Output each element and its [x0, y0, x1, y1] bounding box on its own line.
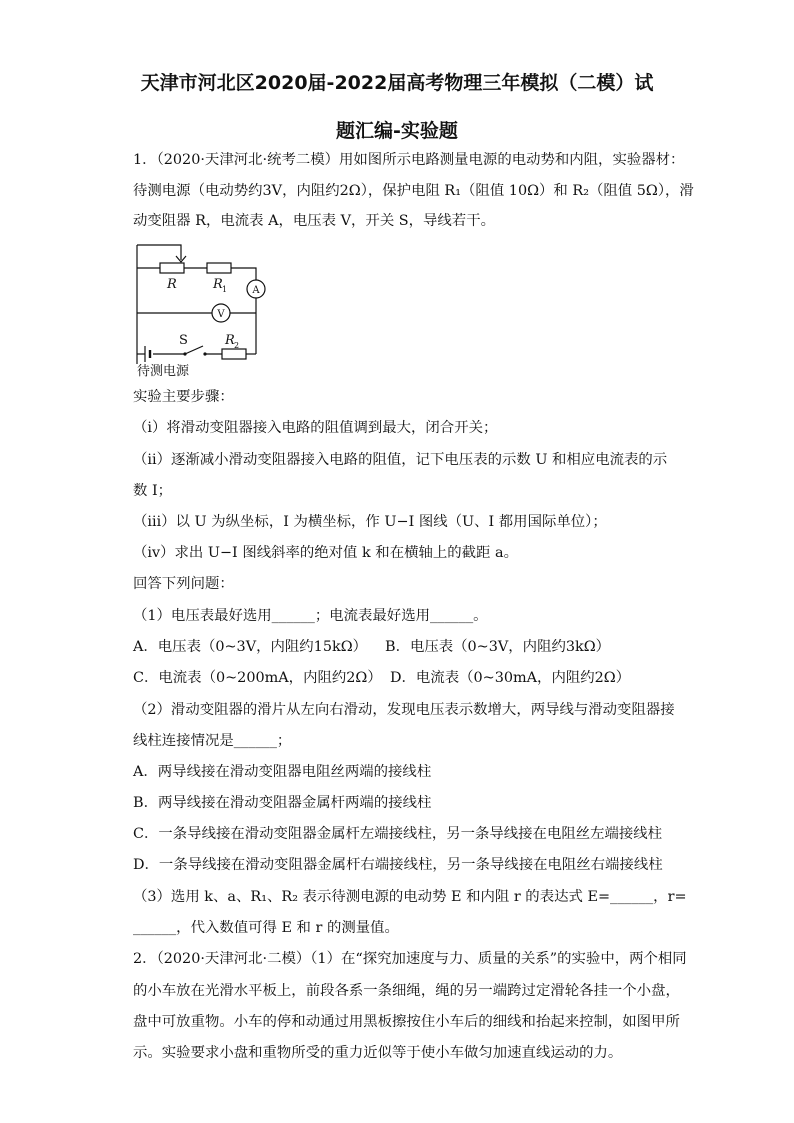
sub-question-2-line-1: （2）滑动变阻器的滑片从左向右滑动，发现电压表示数增大，两导线与滑动变阻器接: [133, 702, 675, 718]
sub-question-3-line-1: （3）选用 k、a、R₁、R₂ 表示待测电源的电动势 E 和内阻 r 的表达式 E=______，r=: [133, 889, 687, 905]
option-C: C．电流表（0~200mA，内阻约2Ω）: [133, 670, 382, 686]
step-i: （ⅰ）将滑动变阻器接入电路的阻值调到最大，闭合开关；: [133, 420, 498, 436]
label-R1: R: [213, 277, 223, 292]
step-ii-line-1: （ⅱ）逐渐减小滑动变阻器接入电路的阻值，记下电压表的示数 U 和相应电流表的示: [133, 452, 668, 468]
answer-heading: 回答下列问题：: [133, 576, 234, 592]
sub2-option-B: B．两导线接在滑动变阻器金属杆两端的接线柱: [133, 795, 432, 811]
option-D: D．电流表（0~30mA，内阻约2Ω）: [390, 670, 631, 686]
label-source: 待测电源: [137, 364, 190, 378]
label-A: A: [252, 285, 260, 296]
label-S: S: [179, 333, 188, 348]
label-R2: R: [225, 333, 235, 348]
slider-wire: [137, 245, 181, 260]
step-iv: （ⅳ）求出 U−I 图线斜率的绝对值 k 和在横轴上的截距 a。: [133, 545, 518, 561]
step-ii-line-2: 数 I；: [133, 483, 173, 499]
option-B: B．电压表（0~3V，内阻约3kΩ）: [385, 639, 611, 655]
label-V: V: [217, 309, 225, 320]
q2-line-2: 的小车放在光滑水平板上，前段各系一条细绳，绳的另一端跨过定滑轮各挂一个小盘，: [133, 983, 680, 999]
sub2-option-A: A．两导线接在滑动变阻器电阻丝两端的接线柱: [133, 764, 432, 780]
sub-question-1: （1）电压表最好选用______；电流表最好选用______。: [133, 608, 488, 624]
option-A: A．电压表（0~3V，内阻约15kΩ）: [133, 639, 368, 655]
q1-intro-line-3: 动变阻器 R，电流表 A，电压表 V，开关 S，导线若干。: [133, 213, 495, 229]
sub2-option-D: D．一条导线接在滑动变阻器金属杆右端接线柱，另一条导线接在电阻丝右端接线柱: [133, 857, 663, 873]
sub-question-3-line-2: ______，代入数值可得 E 和 r 的测量值。: [133, 920, 399, 936]
resistor-R2: [222, 349, 246, 359]
document-title-line-1: 天津市河北区2020届-2022届高考物理三年模拟（二模）试: [140, 72, 654, 94]
q2-line-1: 2．（2020·天津河北·二模）（1）在“探究加速度与力、质量的关系”的实验中，两个相同: [133, 951, 687, 967]
rheostat-R: [160, 263, 184, 273]
sub-question-2-line-2: 线柱连接情况是______；: [133, 733, 292, 749]
label-R: R: [167, 277, 177, 292]
q1-intro-line-2: 待测电源（电动势约3V，内阻约2Ω），保护电阻 R₁（阻值 10Ω）和 R₂（阻值 5Ω），滑: [133, 183, 694, 199]
steps-heading: 实验主要步骤：: [133, 389, 234, 405]
step-iii: （ⅲ）以 U 为纵坐标，I 为横坐标，作 U−I 图线（U、I 都用国际单位）；: [133, 514, 607, 530]
label-R2-sub: 2: [234, 341, 240, 350]
label-R1-sub: 1: [222, 285, 228, 294]
q1-intro-line-1: 1．（2020·天津河北·统考二模）用如图所示电路测量电源的电动势和内阻，实验器材：: [133, 152, 685, 168]
document-title-line-2: 题汇编-实验题: [336, 120, 458, 142]
sub2-option-C: C．一条导线接在滑动变阻器金属杆左端接线柱，另一条导线接在电阻丝左端接线柱: [133, 826, 663, 842]
resistor-R1: [207, 263, 231, 273]
q2-line-4: 示。实验要求小盘和重物所受的重力近似等于使小车做匀加速直线运动的力。: [133, 1045, 623, 1061]
q2-line-3: 盘中可放重物。小车的停和动通过用黑板擦按住小车后的细线和抬起来控制，如图甲所: [133, 1014, 680, 1030]
circuit-diagram: [125, 238, 285, 378]
